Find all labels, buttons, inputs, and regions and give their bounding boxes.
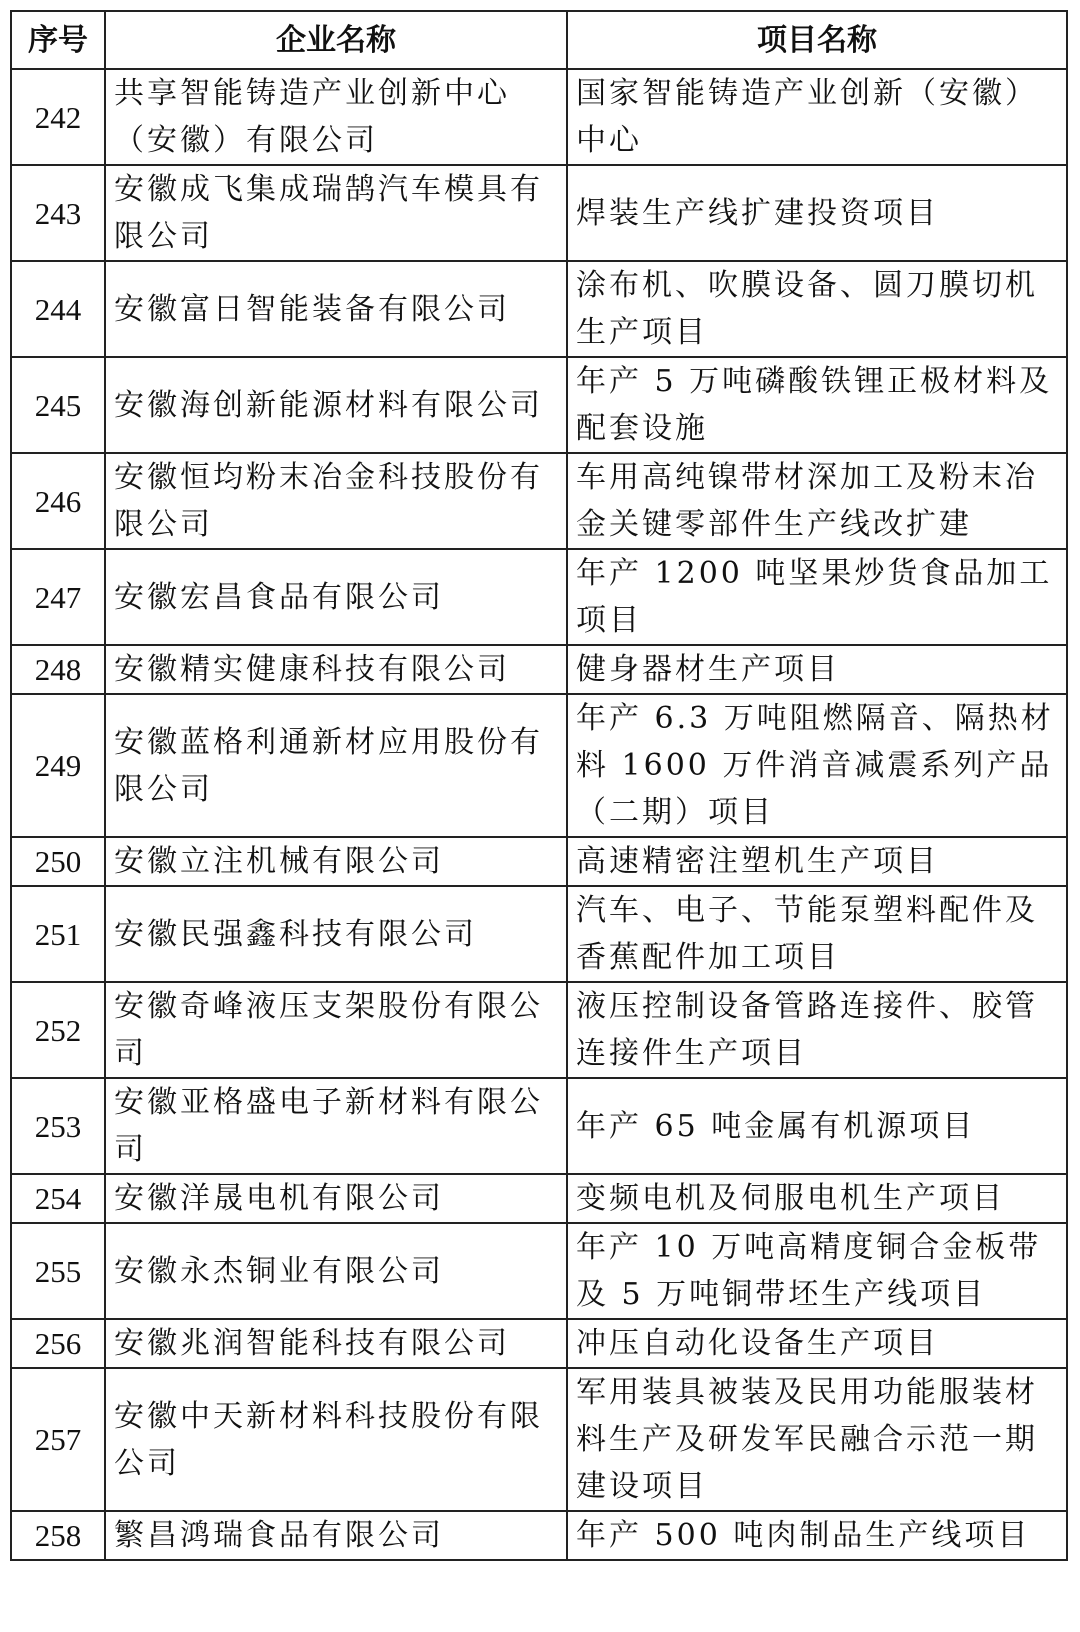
row-company: 安徽中天新材料科技股份有限公司 — [105, 1368, 567, 1511]
table-row — [11, 1511, 1067, 1560]
table-row — [11, 694, 1067, 837]
row-seq: 252 — [11, 982, 105, 1078]
row-project: 军用装具被装及民用功能服装材料生产及研发军民融合示范一期建设项目 — [567, 1368, 1067, 1511]
row-project: 焊装生产线扩建投资项目 — [567, 165, 1067, 261]
row-seq: 246 — [11, 453, 105, 549]
row-company: 安徽立注机械有限公司 — [105, 837, 567, 886]
row-seq: 249 — [11, 694, 105, 837]
table-row — [11, 837, 1067, 886]
row-seq: 245 — [11, 357, 105, 453]
row-project: 国家智能铸造产业创新（安徽）中心 — [567, 69, 1067, 165]
row-seq: 255 — [11, 1223, 105, 1319]
row-seq: 250 — [11, 837, 105, 886]
table-row — [11, 357, 1067, 453]
row-seq: 242 — [11, 69, 105, 165]
row-project: 汽车、电子、节能泵塑料配件及香蕉配件加工项目 — [567, 886, 1067, 982]
row-project: 年产 1200 吨坚果炒货食品加工项目 — [567, 549, 1067, 645]
row-company: 安徽民强鑫科技有限公司 — [105, 886, 567, 982]
header-seq: 序号 — [11, 11, 105, 69]
row-project: 年产 6.3 万吨阻燃隔音、隔热材料 1600 万件消音减震系列产品（二期）项目 — [567, 694, 1067, 837]
row-project: 年产 500 吨肉制品生产线项目 — [567, 1511, 1067, 1560]
document-page — [10, 10, 1068, 1561]
table-row — [11, 645, 1067, 694]
row-seq: 253 — [11, 1078, 105, 1174]
row-company: 安徽兆润智能科技有限公司 — [105, 1319, 567, 1368]
table-row — [11, 886, 1067, 982]
header-project: 项目名称 — [567, 11, 1067, 69]
table-row — [11, 1078, 1067, 1174]
row-project: 液压控制设备管路连接件、胶管连接件生产项目 — [567, 982, 1067, 1078]
table-row — [11, 982, 1067, 1078]
row-company: 安徽恒均粉末冶金科技股份有限公司 — [105, 453, 567, 549]
row-seq: 254 — [11, 1174, 105, 1223]
header-row — [11, 11, 1067, 69]
row-seq: 247 — [11, 549, 105, 645]
row-company: 安徽亚格盛电子新材料有限公司 — [105, 1078, 567, 1174]
table-row — [11, 1223, 1067, 1319]
row-company: 共享智能铸造产业创新中心（安徽）有限公司 — [105, 69, 567, 165]
table-row — [11, 165, 1067, 261]
row-company: 安徽海创新能源材料有限公司 — [105, 357, 567, 453]
row-company: 安徽奇峰液压支架股份有限公司 — [105, 982, 567, 1078]
row-company: 安徽蓝格利通新材应用股份有限公司 — [105, 694, 567, 837]
table-row — [11, 69, 1067, 165]
table-row — [11, 1319, 1067, 1368]
row-company: 安徽永杰铜业有限公司 — [105, 1223, 567, 1319]
row-project: 涂布机、吹膜设备、圆刀膜切机生产项目 — [567, 261, 1067, 357]
table-row — [11, 261, 1067, 357]
table-row — [11, 1368, 1067, 1511]
row-company: 安徽洋晟电机有限公司 — [105, 1174, 567, 1223]
table-row — [11, 453, 1067, 549]
project-table — [10, 10, 1068, 1561]
row-project: 健身器材生产项目 — [567, 645, 1067, 694]
row-seq: 258 — [11, 1511, 105, 1560]
row-project: 年产 5 万吨磷酸铁锂正极材料及配套设施 — [567, 357, 1067, 453]
header-company: 企业名称 — [105, 11, 567, 69]
row-company: 安徽成飞集成瑞鹄汽车模具有限公司 — [105, 165, 567, 261]
row-seq: 248 — [11, 645, 105, 694]
row-seq: 243 — [11, 165, 105, 261]
row-project: 变频电机及伺服电机生产项目 — [567, 1174, 1067, 1223]
row-seq: 244 — [11, 261, 105, 357]
row-project: 高速精密注塑机生产项目 — [567, 837, 1067, 886]
row-company: 安徽精实健康科技有限公司 — [105, 645, 567, 694]
row-seq: 257 — [11, 1368, 105, 1511]
table-row — [11, 549, 1067, 645]
row-seq: 256 — [11, 1319, 105, 1368]
row-company: 安徽宏昌食品有限公司 — [105, 549, 567, 645]
row-project: 年产 10 万吨高精度铜合金板带及 5 万吨铜带坯生产线项目 — [567, 1223, 1067, 1319]
row-project: 冲压自动化设备生产项目 — [567, 1319, 1067, 1368]
row-company: 繁昌鸿瑞食品有限公司 — [105, 1511, 567, 1560]
table-row — [11, 1174, 1067, 1223]
row-seq: 251 — [11, 886, 105, 982]
row-project: 年产 65 吨金属有机源项目 — [567, 1078, 1067, 1174]
row-project: 车用高纯镍带材深加工及粉末冶金关键零部件生产线改扩建 — [567, 453, 1067, 549]
row-company: 安徽富日智能装备有限公司 — [105, 261, 567, 357]
